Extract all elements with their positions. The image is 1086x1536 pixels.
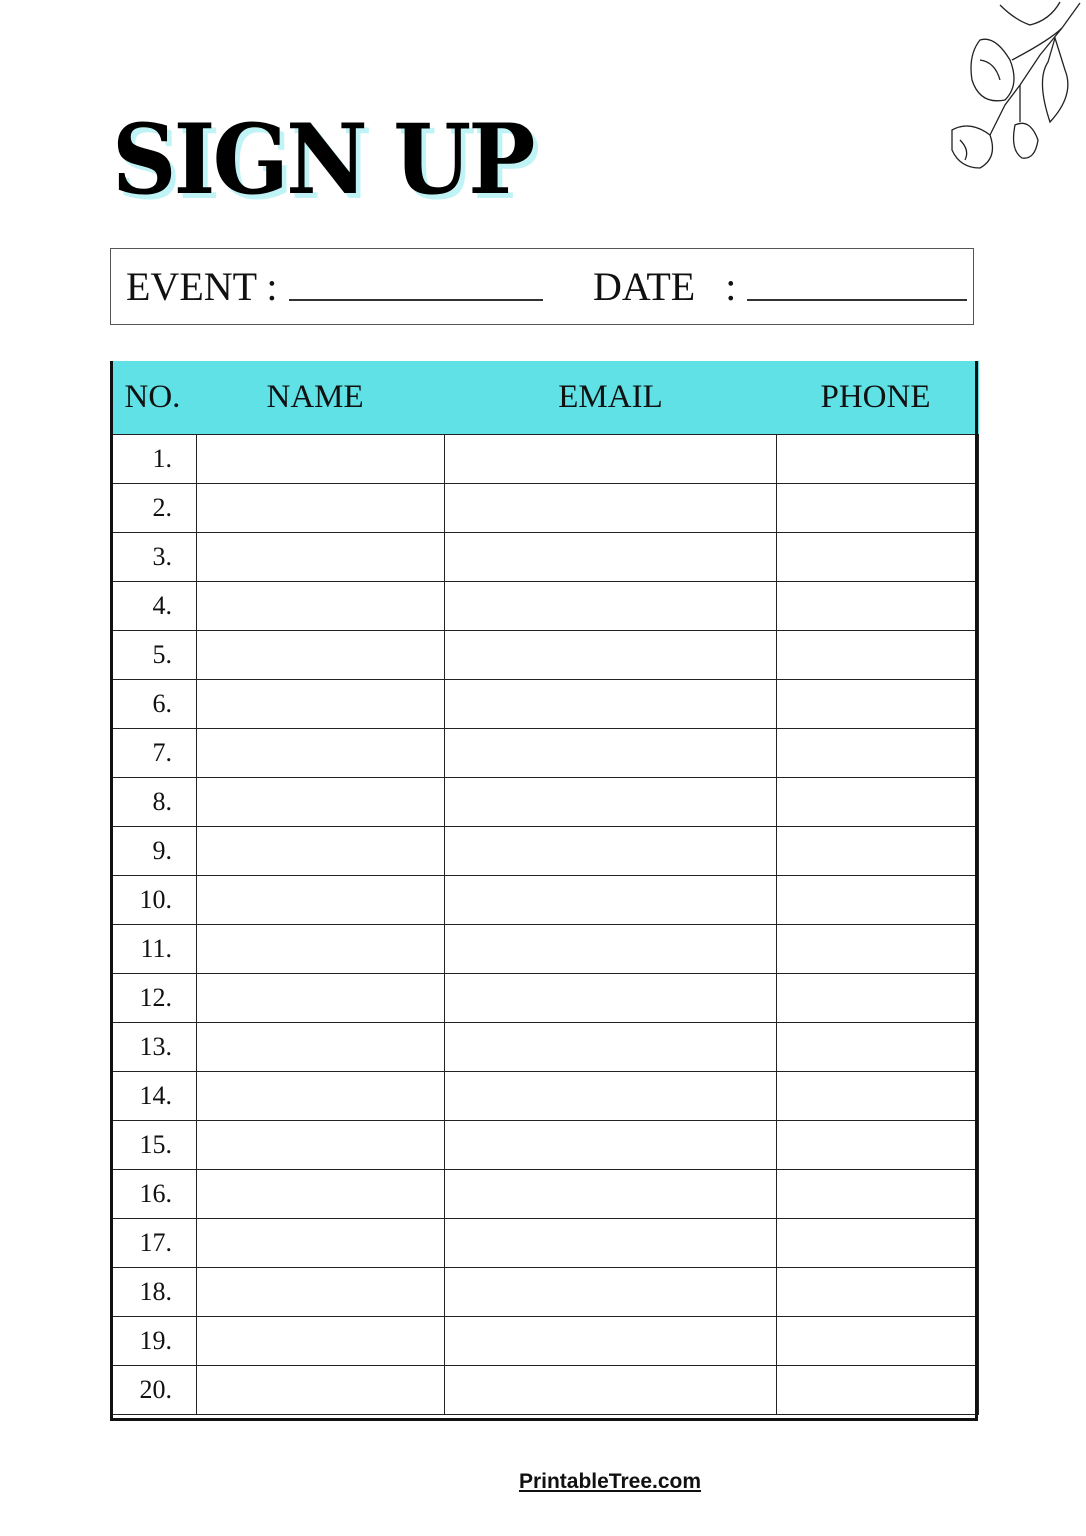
phone-cell[interactable]	[777, 925, 979, 974]
email-cell[interactable]	[445, 582, 777, 631]
phone-cell[interactable]	[777, 533, 979, 582]
row-number: 10.	[111, 876, 197, 925]
header-phone: PHONE	[777, 361, 979, 435]
email-cell[interactable]	[445, 484, 777, 533]
email-cell[interactable]	[445, 1317, 777, 1366]
email-cell[interactable]	[445, 1023, 777, 1072]
table-row	[111, 680, 979, 729]
name-cell[interactable]	[197, 778, 445, 827]
email-cell[interactable]	[445, 729, 777, 778]
email-cell[interactable]	[445, 1268, 777, 1317]
table-row	[111, 1219, 979, 1268]
email-cell[interactable]	[445, 876, 777, 925]
signup-table	[110, 361, 978, 1415]
page-title: SIGN UP	[112, 103, 533, 216]
table-row	[111, 1317, 979, 1366]
table-header-row	[111, 361, 979, 435]
table-row	[111, 1366, 979, 1415]
email-cell[interactable]	[445, 974, 777, 1023]
date-label: DATE :	[593, 264, 737, 309]
phone-cell[interactable]	[777, 631, 979, 680]
name-cell[interactable]	[197, 827, 445, 876]
table-row	[111, 876, 979, 925]
name-cell[interactable]	[197, 925, 445, 974]
phone-cell[interactable]	[777, 1366, 979, 1415]
phone-cell[interactable]	[777, 680, 979, 729]
row-number: 15.	[111, 1121, 197, 1170]
email-cell[interactable]	[445, 533, 777, 582]
name-cell[interactable]	[197, 1317, 445, 1366]
date-input-line[interactable]	[747, 299, 967, 301]
name-cell[interactable]	[197, 1023, 445, 1072]
phone-cell[interactable]	[777, 582, 979, 631]
name-cell[interactable]	[197, 631, 445, 680]
name-cell[interactable]	[197, 974, 445, 1023]
row-number: 14.	[111, 1072, 197, 1121]
name-cell[interactable]	[197, 1268, 445, 1317]
event-input-line[interactable]	[289, 299, 543, 301]
table-row	[111, 827, 979, 876]
table-row	[111, 925, 979, 974]
table-row	[111, 435, 979, 484]
phone-cell[interactable]	[777, 1170, 979, 1219]
name-cell[interactable]	[197, 680, 445, 729]
header-email: EMAIL	[445, 361, 777, 435]
name-cell[interactable]	[197, 435, 445, 484]
row-number: 17.	[111, 1219, 197, 1268]
row-number: 1.	[111, 435, 197, 484]
table-row	[111, 1121, 979, 1170]
table-row	[111, 778, 979, 827]
name-cell[interactable]	[197, 1072, 445, 1121]
header-no: NO.	[111, 361, 197, 435]
name-cell[interactable]	[197, 876, 445, 925]
email-cell[interactable]	[445, 680, 777, 729]
name-cell[interactable]	[197, 484, 445, 533]
table-row	[111, 974, 979, 1023]
phone-cell[interactable]	[777, 729, 979, 778]
table-row	[111, 582, 979, 631]
phone-cell[interactable]	[777, 435, 979, 484]
row-number: 8.	[111, 778, 197, 827]
table-row	[111, 533, 979, 582]
floral-branch-icon	[940, 0, 1086, 180]
row-number: 19.	[111, 1317, 197, 1366]
email-cell[interactable]	[445, 435, 777, 484]
event-label: EVENT :	[126, 264, 278, 309]
email-cell[interactable]	[445, 925, 777, 974]
table-row	[111, 729, 979, 778]
phone-cell[interactable]	[777, 1072, 979, 1121]
table-row	[111, 631, 979, 680]
name-cell[interactable]	[197, 1121, 445, 1170]
email-cell[interactable]	[445, 778, 777, 827]
footer-brand: PrintableTree.com	[518, 1470, 702, 1493]
email-cell[interactable]	[445, 1170, 777, 1219]
phone-cell[interactable]	[777, 778, 979, 827]
row-number: 6.	[111, 680, 197, 729]
row-number: 9.	[111, 827, 197, 876]
header-name: NAME	[197, 361, 445, 435]
phone-cell[interactable]	[777, 876, 979, 925]
row-number: 5.	[111, 631, 197, 680]
table-row	[111, 1023, 979, 1072]
email-cell[interactable]	[445, 1072, 777, 1121]
name-cell[interactable]	[197, 729, 445, 778]
phone-cell[interactable]	[777, 1268, 979, 1317]
phone-cell[interactable]	[777, 827, 979, 876]
row-number: 11.	[111, 925, 197, 974]
name-cell[interactable]	[197, 582, 445, 631]
email-cell[interactable]	[445, 1121, 777, 1170]
email-cell[interactable]	[445, 1366, 777, 1415]
row-number: 2.	[111, 484, 197, 533]
row-number: 13.	[111, 1023, 197, 1072]
table-row	[111, 1170, 979, 1219]
row-number: 16.	[111, 1170, 197, 1219]
email-cell[interactable]	[445, 827, 777, 876]
event-date-box	[110, 248, 974, 325]
name-cell[interactable]	[197, 1170, 445, 1219]
phone-cell[interactable]	[777, 1121, 979, 1170]
email-cell[interactable]	[445, 1219, 777, 1268]
name-cell[interactable]	[197, 533, 445, 582]
row-number: 3.	[111, 533, 197, 582]
table-row	[111, 484, 979, 533]
table-row	[111, 1072, 979, 1121]
phone-cell[interactable]	[777, 1317, 979, 1366]
row-number: 20.	[111, 1366, 197, 1415]
row-number: 4.	[111, 582, 197, 631]
phone-cell[interactable]	[777, 1023, 979, 1072]
row-number: 7.	[111, 729, 197, 778]
name-cell[interactable]	[197, 1366, 445, 1415]
name-cell[interactable]	[197, 1219, 445, 1268]
phone-cell[interactable]	[777, 484, 979, 533]
row-number: 18.	[111, 1268, 197, 1317]
phone-cell[interactable]	[777, 974, 979, 1023]
email-cell[interactable]	[445, 631, 777, 680]
phone-cell[interactable]	[777, 1219, 979, 1268]
table-row	[111, 1268, 979, 1317]
row-number: 12.	[111, 974, 197, 1023]
